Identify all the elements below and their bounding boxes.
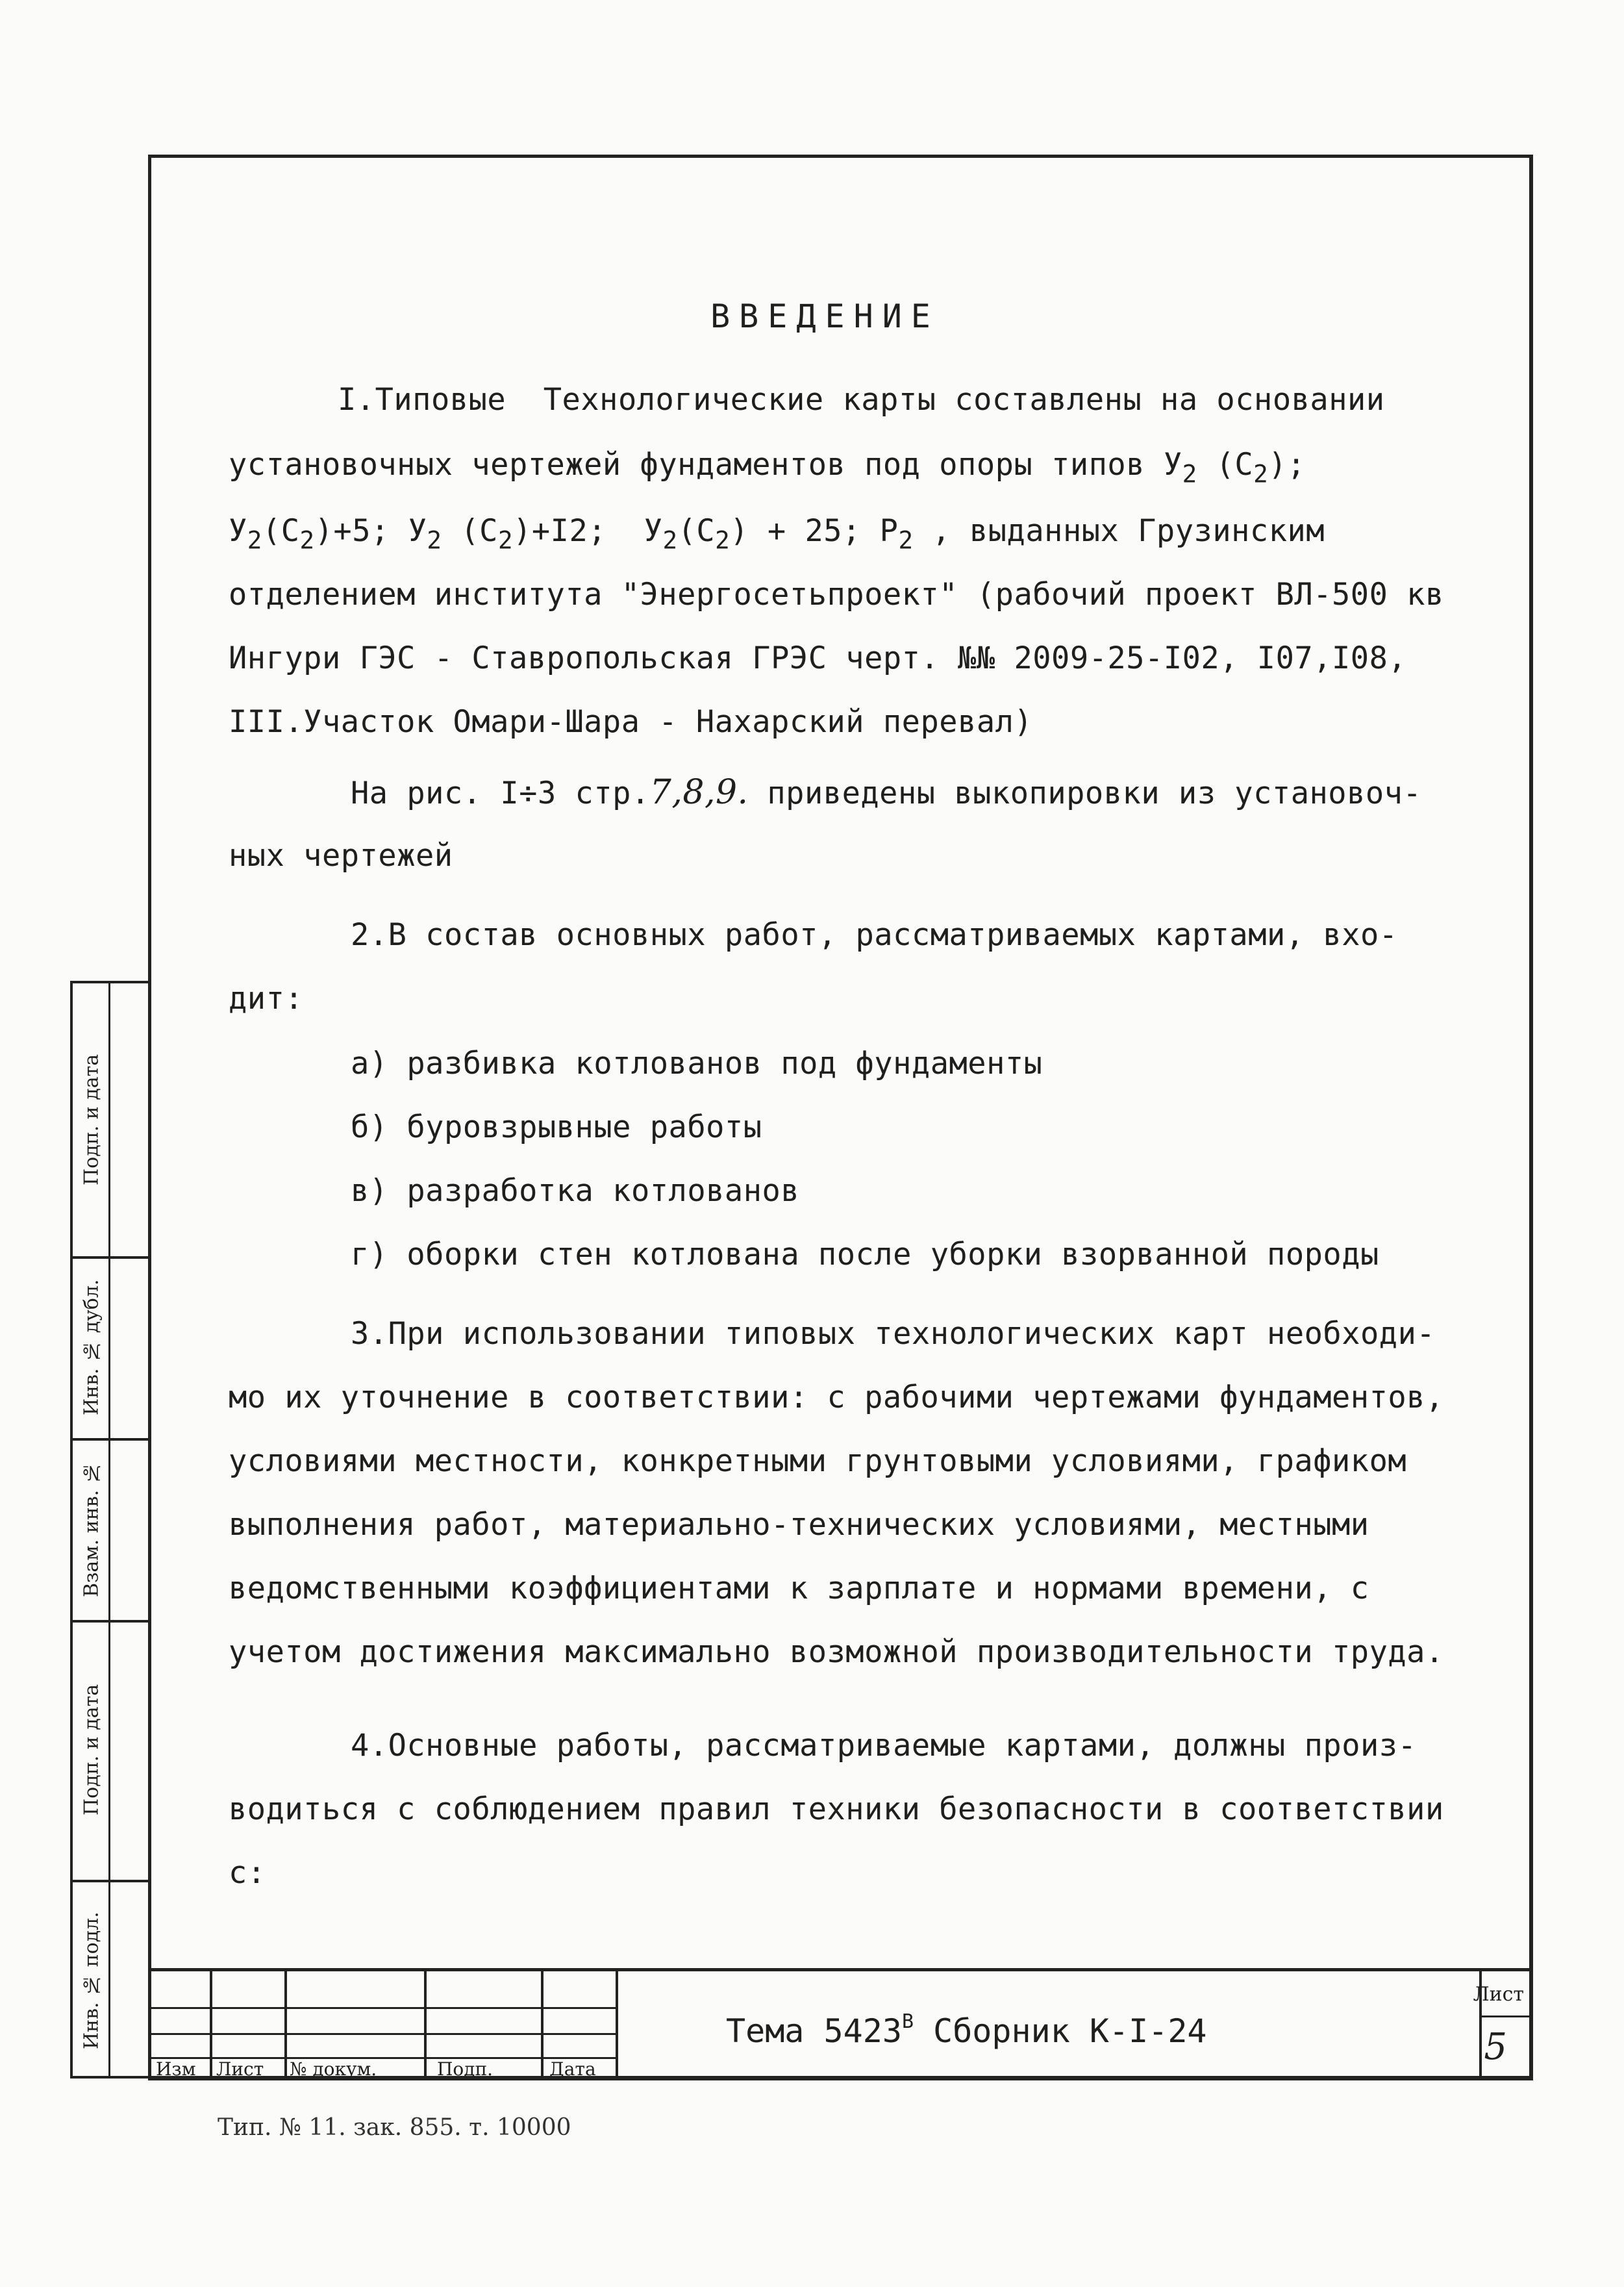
title-block-row-line <box>148 2007 616 2009</box>
col-label-change: Изм <box>156 2058 196 2080</box>
text-line-2: установочных чертежей фундаментов под опоры типов $У_2$ $(С_2)$; <box>229 447 1306 488</box>
text-line-1: I.Типовые Технологические карты составлены на основании <box>338 382 1385 418</box>
text-line-15: 3.При использовании типовых технологических карт необходи- <box>351 1316 1436 1352</box>
title-block-col-line <box>424 1971 427 2080</box>
document-theme: Тема $5423^В$ Сборник К-I-24 <box>726 2010 1207 2050</box>
text-line-16: мо их уточнение в соответствии: с рабочими чертежами фундаментов, <box>229 1380 1444 1415</box>
printer-note: Тип. № 11. зак. 855. т. 10000 <box>218 2114 571 2141</box>
title-block-col-line <box>616 1971 618 2080</box>
title-block-col-line <box>284 1971 287 2080</box>
text-line-18: выполнения работ, материально-технических условиями, местными <box>229 1507 1369 1543</box>
text-line-21: 4.Основные работы, рассматриваемые картами, должны произ- <box>351 1728 1417 1763</box>
side-separator <box>73 1438 151 1441</box>
sheet-label: Лист <box>1473 1983 1524 2006</box>
text-line-3: $У_2(С_2)+5$; $У_2$ $(С_2)+I2$; $У_2(С_2) + 25$; $Р_2$ , выданных Грузинским <box>229 513 1325 555</box>
title-block-row-line <box>1479 2015 1533 2017</box>
sheet-number: 5 <box>1484 2026 1507 2068</box>
page-title: ВВЕДЕНИЕ <box>710 297 940 335</box>
col-label-signature: Подп. <box>437 2058 493 2080</box>
side-label-dup-inv: Инв. № дубл. <box>80 1279 103 1415</box>
text-line-20: учетом достижения максимально возможной производительности труда. <box>229 1634 1444 1670</box>
title-block <box>148 1968 1533 2080</box>
handwritten-pages: 7,8,9. <box>649 773 749 812</box>
text-line-4: отделением института "Энергосетьпроект" (рабочий проект ВЛ-500 кв <box>229 577 1444 613</box>
side-separator <box>73 1256 151 1259</box>
list-item-c: в) разработка котлованов <box>351 1173 800 1209</box>
text-line-6: III.Участок Омари-Шара - Нахарский перевал) <box>229 704 1033 740</box>
text-line-17: условиями местности, конкретными грунтовыми условиями, графиком <box>229 1443 1407 1479</box>
title-block-row-line <box>148 2033 616 2035</box>
side-label-sign-date-2: Подп. и дата <box>80 1684 103 1816</box>
text-line-8: ных чертежей <box>229 838 453 874</box>
col-label-date: Дата <box>549 2058 596 2080</box>
text-line-23: с: <box>229 1855 266 1891</box>
side-divider <box>108 983 110 2076</box>
col-label-doc-no: № докум. <box>290 2058 377 2080</box>
side-label-sign-date: Подп. и дата <box>80 1054 103 1186</box>
list-item-d: г) оборки стен котлована после уборки взорванной породы <box>351 1237 1379 1272</box>
side-strip <box>70 981 148 2079</box>
text-line-19: ведомственными коэффициентами к зарплате и нормами времени, с <box>229 1571 1369 1606</box>
text-line-ris: На рис. I÷3 стр.7,8,9. приведены выкопировки из установоч- <box>351 773 1422 812</box>
side-label-orig-inv: Инв. № подл. <box>80 1912 103 2049</box>
text-line-22: водиться с соблюдением правил техники безопасности в соответствии <box>229 1791 1444 1827</box>
title-block-col-line <box>541 1971 543 2080</box>
col-label-sheet: Лист <box>216 2058 264 2080</box>
title-block-col-line <box>210 1971 212 2080</box>
list-item-b: б) буровзрывные работы <box>351 1109 762 1145</box>
list-item-a: а) разбивка котлованов под фундаменты <box>351 1046 1043 1081</box>
text-line-9: 2.В состав основных работ, рассматриваемых картами, вхо- <box>351 917 1398 953</box>
side-separator <box>73 1620 151 1623</box>
text-line-10: дит: <box>229 981 304 1017</box>
text-line-5: Ингури ГЭС - Ставропольская ГРЭС черт. №№ 2009-25-I02, I07,I08, <box>229 640 1407 676</box>
side-label-replace-inv: Взам. инв. № <box>80 1461 103 1597</box>
side-separator <box>73 1880 151 1882</box>
